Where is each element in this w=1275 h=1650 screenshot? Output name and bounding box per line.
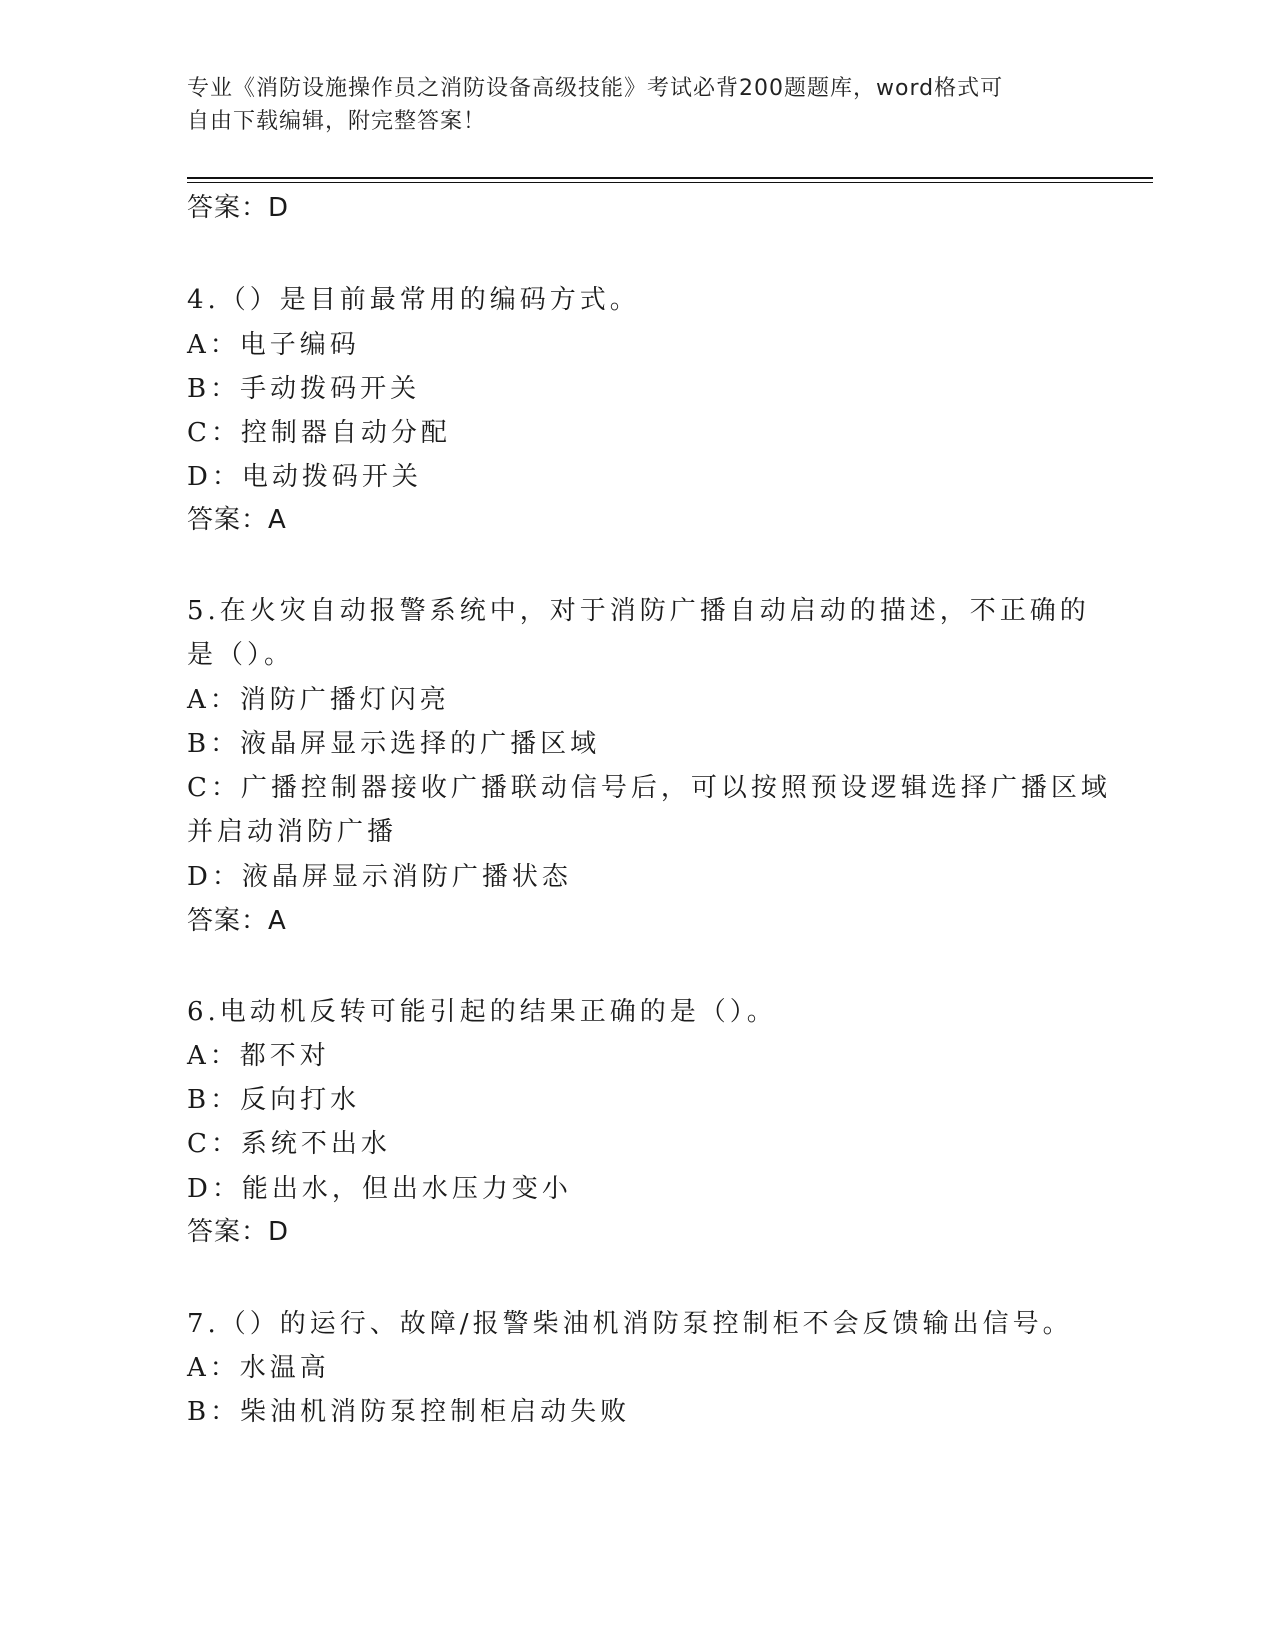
answer-3: 答案：D: [187, 193, 290, 223]
question-4-option-d: D：电动拨码开关: [187, 462, 422, 492]
header-line-1: 专业《消防设施操作员之消防设备高级技能》考试必背200题题库，word格式可: [187, 76, 1004, 101]
question-6-option-a: A：都不对: [187, 1041, 330, 1071]
question-5-option-c-line-1: C：广播控制器接收广播联动信号后，可以按照预设逻辑选择广播区域: [187, 773, 1111, 803]
answer-6: 答案：D: [187, 1217, 290, 1247]
question-5-option-d: D：液晶屏显示消防广播状态: [187, 862, 572, 892]
question-7-option-a: A：水温高: [187, 1353, 330, 1383]
question-6-option-c: C：系统不出水: [187, 1129, 391, 1159]
header-line-2: 自由下载编辑，附完整答案！: [187, 109, 487, 134]
question-6: 6.电动机反转可能引起的结果正确的是（）。: [187, 997, 777, 1027]
question-6-option-b: B：反向打水: [187, 1085, 361, 1115]
question-5-line-2: 是（）。: [187, 640, 295, 670]
header-rule-thin: [187, 182, 1153, 183]
question-5-option-c-line-2: 并启动消防广播: [187, 817, 398, 847]
answer-4: 答案：A: [187, 505, 287, 535]
question-5-option-b: B：液晶屏显示选择的广播区域: [187, 729, 601, 759]
question-5-line-1: 5.在火灾自动报警系统中，对于消防广播自动启动的描述，不正确的: [187, 596, 1090, 626]
question-4-option-c: C：控制器自动分配: [187, 418, 451, 448]
question-7: 7.（）的运行、故障/报警柴油机消防泵控制柜不会反馈输出信号。: [187, 1309, 1073, 1339]
header-rule-thick: [187, 177, 1153, 179]
question-7-option-b: B：柴油机消防泵控制柜启动失败: [187, 1397, 631, 1427]
answer-5: 答案：A: [187, 906, 287, 936]
question-4-option-b: B：手动拨码开关: [187, 374, 421, 404]
document-header: [187, 72, 1087, 138]
question-6-option-d: D：能出水，但出水压力变小: [187, 1174, 572, 1204]
question-4: 4.（）是目前最常用的编码方式。: [187, 285, 640, 315]
question-4-option-a: A：电子编码: [187, 330, 360, 360]
question-5-option-a: A：消防广播灯闪亮: [187, 685, 450, 715]
